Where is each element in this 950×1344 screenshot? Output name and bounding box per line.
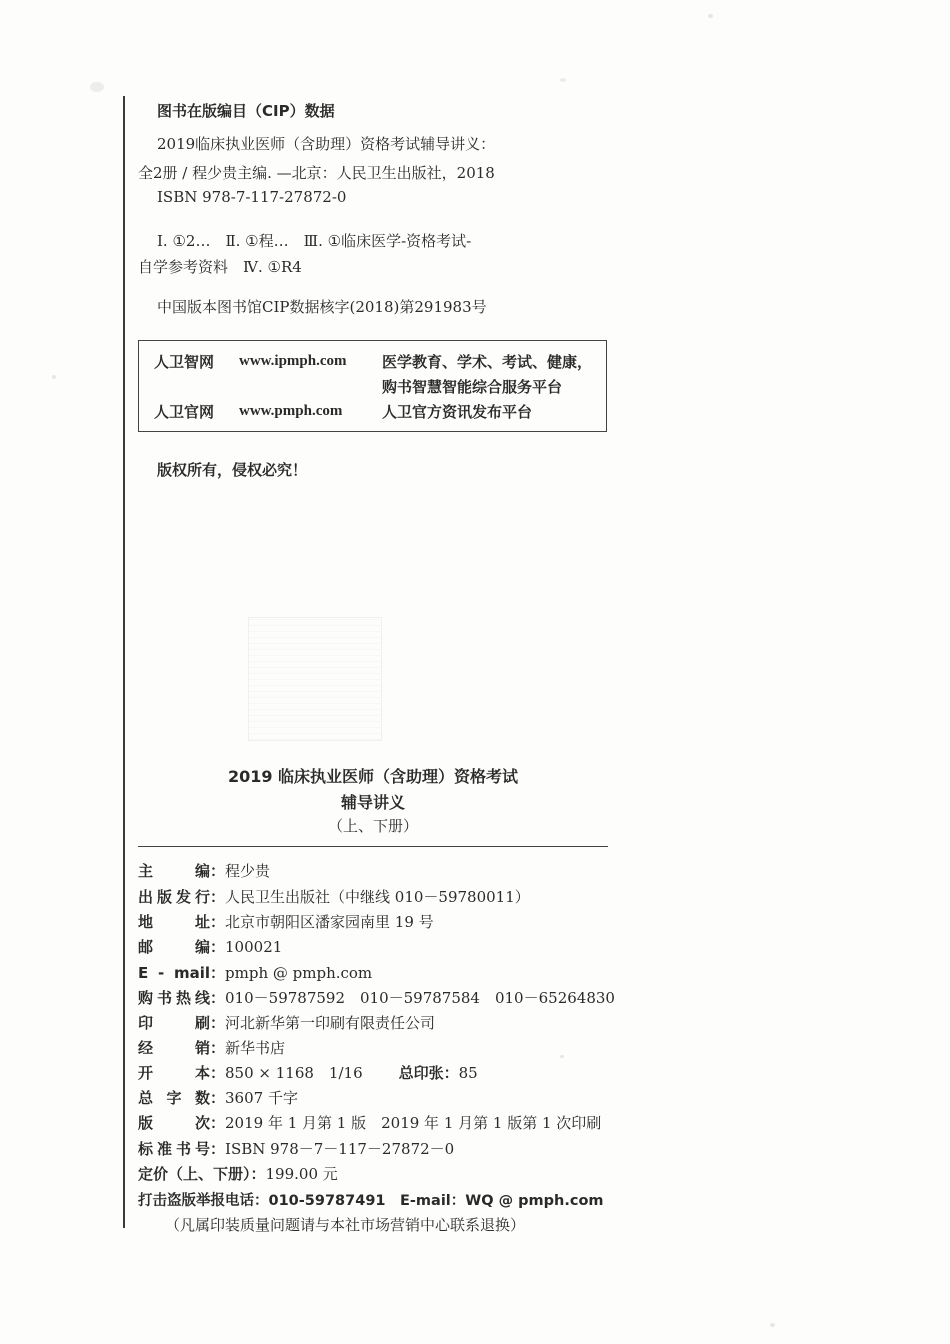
website-info-box [138, 340, 607, 432]
website-name: 人卫智网 [154, 353, 215, 371]
website-description: 医学教育、学术、考试、健康， [382, 353, 593, 371]
left-margin-rule [123, 96, 125, 1228]
imprint-email: E - mail：pmph @ pmph.com [138, 964, 373, 982]
scan-speck [90, 82, 104, 92]
scan-speck [560, 1055, 564, 1058]
imprint-address: 地 址：北京市朝阳区潘家园南里 19 号 [138, 913, 434, 931]
imprint-publisher: 出版发行：人民卫生出版社（中继线 010－59780011） [138, 888, 530, 906]
website-row-ipmph [154, 351, 214, 372]
book-title: 2019 临床执业医师（含助理）资格考试 [227, 767, 519, 786]
scan-speck [770, 1323, 775, 1327]
imprint-hotline: 购书热线：010－59787592 010－59787584 010－65264830 [138, 989, 615, 1007]
imprint-postcode: 邮 编：100021 [138, 938, 283, 956]
website-name: 人卫官网 [154, 403, 215, 421]
website-row-pmph [154, 401, 214, 422]
imprint-editor: 主 编：程少贵 [138, 862, 271, 880]
copyright-notice: 版权所有，侵权必究！ [157, 461, 308, 479]
scan-speck [52, 375, 56, 379]
website-url-link[interactable]: www.pmph.com [239, 403, 343, 419]
website-url-link[interactable]: www.ipmph.com [239, 353, 347, 369]
cip-classification-line: Ⅰ. ①2… Ⅱ. ①程… Ⅲ. ①临床医学-资格考试- [157, 232, 472, 250]
email-link[interactable]: pmph @ pmph.com [225, 964, 373, 982]
imprint-edition: 版 次：2019 年 1 月第 1 版 2019 年 1 月第 1 版第 1 次印刷 [138, 1114, 602, 1132]
website-description-2: 购书智慧智能综合服务平台 [382, 378, 563, 396]
imprint-distributor: 经 销：新华书店 [138, 1039, 286, 1057]
imprint-format: 开 本：850 × 1168 1/16 总印张：85 [138, 1064, 478, 1082]
cip-record-number: 中国版本图书馆CIP数据核字(2018)第291983号 [157, 298, 487, 316]
imprint-printer: 印 刷：河北新华第一印刷有限责任公司 [138, 1014, 436, 1032]
faint-stamp-artifact [248, 617, 382, 741]
imprint-price: 定价（上、下册）：199.00 元 [138, 1165, 338, 1183]
scan-speck [708, 14, 713, 18]
book-volumes: （上、下册） [327, 817, 418, 835]
cip-isbn-line: ISBN 978-7-117-27872-0 [157, 188, 347, 206]
cip-classification-line-2: 自学参考资料 Ⅳ. ①R4 [138, 258, 302, 276]
cip-title-line: 2019临床执业医师（含助理）资格考试辅导讲义： [157, 135, 496, 153]
scan-speck [560, 78, 566, 82]
imprint-return-note: （凡属印装质量问题请与本社市场营销中心联系退换） [165, 1216, 526, 1234]
imprint-word-count: 总 字 数：3607 千字 [138, 1089, 298, 1107]
website-description: 人卫官方资讯发布平台 [382, 403, 533, 421]
title-divider [138, 846, 608, 847]
imprint-isbn: 标准书号：ISBN 978－7－117－27872－0 [138, 1140, 455, 1158]
cip-author-line: 全2册 / 程少贵主编. —北京：人民卫生出版社，2018 [138, 164, 495, 182]
cip-heading: 图书在版编目（CIP）数据 [157, 102, 335, 120]
book-subtitle: 辅导讲义 [340, 793, 405, 812]
imprint-anti-piracy: 打击盗版举报电话：010-59787491 E-mail：WQ @ pmph.com [138, 1193, 604, 1209]
